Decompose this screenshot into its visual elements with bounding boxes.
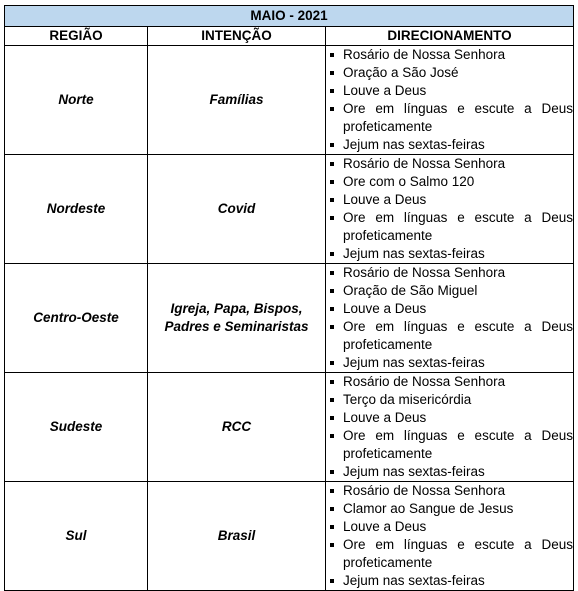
table-body [5,46,574,591]
direction-item: Rosário de Nossa Senhora [326,373,573,391]
direction-item: Louve a Deus [326,518,573,536]
direction-cell [326,155,574,264]
direction-item: Ore em línguas e escute a Deus profeticamente [326,209,573,245]
direction-item: Oração de São Miguel [326,282,573,300]
direction-list [326,264,573,372]
direction-item: Jejum nas sextas-feiras [326,354,573,372]
table-row [5,373,574,482]
header-region: REGIÃO [5,27,148,46]
table-title: MAIO - 2021 [5,6,574,27]
direction-list [326,46,573,154]
direction-item: Louve a Deus [326,409,573,427]
direction-item: Ore em línguas e escute a Deus profeticamente [326,318,573,354]
direction-item: Louve a Deus [326,191,573,209]
direction-list [326,155,573,263]
direction-list [326,373,573,481]
direction-item: Rosário de Nossa Senhora [326,482,573,500]
direction-cell [326,264,574,373]
table-row [5,46,574,155]
region-cell: Centro-Oeste [5,264,148,373]
direction-item: Oração a São José [326,64,573,82]
region-cell: Sudeste [5,373,148,482]
direction-item: Ore em línguas e escute a Deus profeticamente [326,536,573,572]
direction-item: Terço da misericórdia [326,391,573,409]
header-intention: INTENÇÃO [148,27,326,46]
region-cell: Nordeste [5,155,148,264]
direction-item: Rosário de Nossa Senhora [326,264,573,282]
direction-item: Jejum nas sextas-feiras [326,463,573,481]
direction-cell [326,373,574,482]
prayer-schedule-table [4,5,574,591]
header-row [5,27,574,46]
intention-cell: Famílias [148,46,326,155]
header-direction: DIRECIONAMENTO [326,27,574,46]
direction-item: Clamor ao Sangue de Jesus [326,500,573,518]
table-row [5,482,574,591]
direction-cell [326,482,574,591]
table-row [5,264,574,373]
direction-item: Ore em línguas e escute a Deus profeticamente [326,427,573,463]
direction-item: Jejum nas sextas-feiras [326,136,573,154]
direction-item: Rosário de Nossa Senhora [326,46,573,64]
direction-item: Jejum nas sextas-feiras [326,572,573,590]
region-cell: Norte [5,46,148,155]
direction-item: Louve a Deus [326,300,573,318]
direction-item: Ore com o Salmo 120 [326,173,573,191]
direction-list [326,482,573,590]
intention-cell: Covid [148,155,326,264]
intention-cell: Igreja, Papa, Bispos, Padres e Seminaristas [148,264,326,373]
region-cell: Sul [5,482,148,591]
direction-cell [326,46,574,155]
title-row [5,6,574,27]
intention-cell: RCC [148,373,326,482]
direction-item: Rosário de Nossa Senhora [326,155,573,173]
intention-cell: Brasil [148,482,326,591]
direction-item: Louve a Deus [326,82,573,100]
direction-item: Ore em línguas e escute a Deus profeticamente [326,100,573,136]
table-row [5,155,574,264]
direction-item: Jejum nas sextas-feiras [326,245,573,263]
